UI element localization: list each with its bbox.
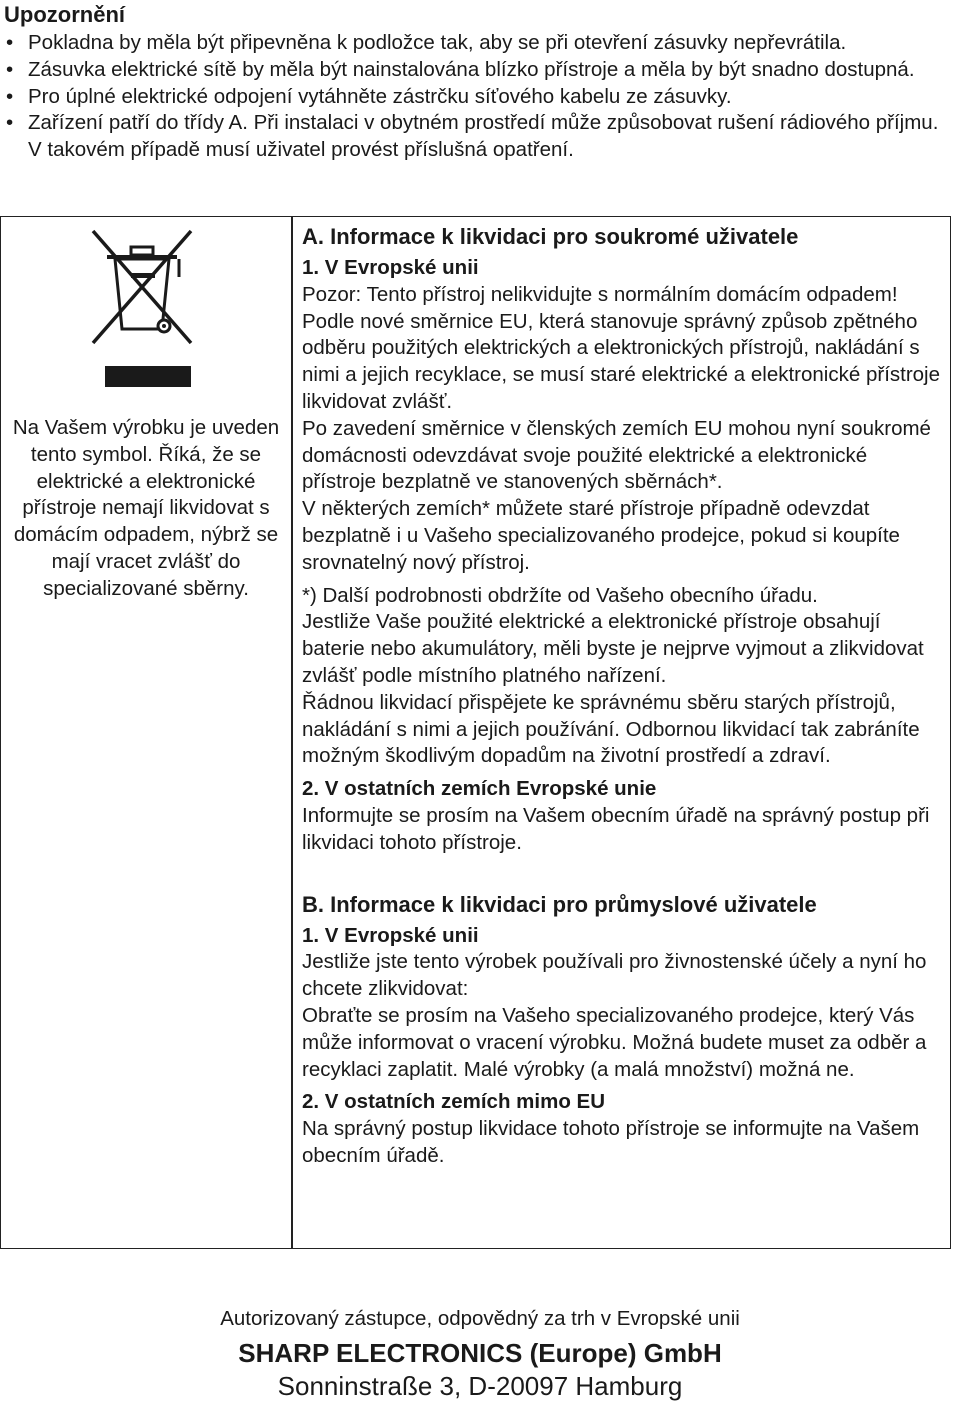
symbol-description: Na Vašem výrobku je uveden tento symbol. Říká, že se elektrické a elektronické přístroje nemají likvidovat s domácím odpadem, nýbrž se mají vracet zvlášť do specializované sběrny. <box>12 416 280 600</box>
warning-title: Upozornění <box>4 2 125 27</box>
section-b-sub2: 2. V ostatních zemích mimo EU <box>302 1090 606 1114</box>
warning-item: • Zařízení patří do třídy A. Při instalaci v obytném prostředí může způsobovat rušení rádiového příjmu. V takovém případě musí uživatel provést příslušná opatření. <box>4 110 954 164</box>
disposal-info-box <box>0 216 951 1249</box>
section-a-sub2: 2. V ostatních zemích Evropské unie <box>302 777 657 801</box>
section-b-title: B. Informace k likvidaci pro průmyslové uživatele <box>302 891 817 917</box>
footer-representative: Autorizovaný zástupce, odpovědný za trh v Evropské unii <box>220 1307 740 1330</box>
warning-item: • Pokladna by měla být připevněna k podložce tak, aby se při otevření zásuvky nepřevrátila. <box>4 30 954 57</box>
paragraph: Po zavedení směrnice v členských zemích EU mohou nyní soukromé domácnosti odevzdávat svoje použité elektrické a elektronické přístroje bezplatně ve stanovených sběrnách*. <box>302 416 931 494</box>
paragraph: Podle nové směrnice EU, která stanovuje správný způsob zpětného odběru použitých elektrických a elektronických přístrojů, nakládání s nimi a jejich recyklace, se musí staré elektrické a elektronické přístroje likvidovat zvlášť. <box>302 309 941 413</box>
warning-item: • Zásuvka elektrické sítě by měla být nainstalována blízko přístroje a měla by být snadno dostupná. <box>4 57 954 84</box>
paragraph: Jestliže jste tento výrobek používali pro živnostenské účely a nyní ho chcete zlikvidovat: <box>302 950 927 1001</box>
footnote: *) Další podrobnosti obdržíte od Vašeho obecního úřadu. <box>302 583 818 607</box>
disposal-info-column <box>302 223 942 1170</box>
paragraph: V některých zemích* můžete staré přístroje případně odevzdat bezplatně i u Vašeho specializovaného prodejce, pokud si koupíte srovnatelný nový přístroj. <box>302 497 900 574</box>
section-a-sub1: 1. V Evropské unii <box>302 256 479 279</box>
warning-item: • Pro úplné elektrické odpojení vytáhněte zástrčku síťového kabelu ze zásuvky. <box>4 84 954 111</box>
footer-company: SHARP ELECTRONICS (Europe) GmbH <box>238 1338 722 1368</box>
footer-address: Sonninstraße 3, D-20097 Hamburg <box>277 1371 683 1401</box>
column-divider <box>291 217 293 1248</box>
paragraph: Informujte se prosím na Vašem obecním úřadě na správný postup při likvidaci tohoto přístroje. <box>302 803 930 854</box>
paragraph: Obraťte se prosím na Vašeho specializovaného prodejce, který Vás může informovat o vracení výrobku. Možná budete muset za odběr a recyklaci zaplatit. Malé výrobky (a malá množství) možná ne. <box>302 1003 927 1081</box>
crossed-out-wheeled-bin-icon <box>87 225 199 387</box>
paragraph: Řádnou likvidací přispějete ke správnému sběru starých přístrojů, nakládání s nimi a jejich používání. Odbornou likvidací tak zabráníte možným škodlivým dopadům na životní prostředí a zdraví. <box>302 690 920 768</box>
warning-list <box>4 30 954 164</box>
section-b-sub1: 1. V Evropské unii <box>302 923 479 947</box>
section-a-title: A. Informace k likvidaci pro soukromé uživatele <box>302 224 799 249</box>
paragraph: Na správný postup likvidace tohoto přístroje se informujte na Vašem obecním úřadě. <box>302 1117 920 1167</box>
paragraph: Pozor: Tento přístroj nelikvidujte s normálním domácím odpadem! <box>302 282 898 306</box>
paragraph: Jestliže Vaše použité elektrické a elektronické přístroje obsahují baterie nebo akumulátory, měli byste je nejprve vyjmout a zlikvidovat zvlášť podle místního platného nařízení. <box>302 610 924 687</box>
